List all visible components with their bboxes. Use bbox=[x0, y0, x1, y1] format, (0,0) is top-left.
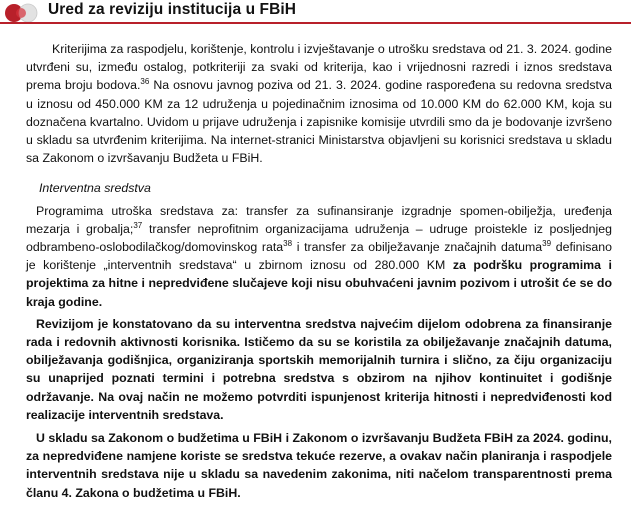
office-logo-icon bbox=[2, 2, 46, 24]
header-divider bbox=[0, 22, 631, 24]
paragraph-text: Na osnovu javnog poziva od 21. 3. 2024. godine raspoređena su redovna sredstva u iznosu od 450.000 KM za 12 udruženja u pojedinačnim iznosima od 10.000 KM do 62.000 KM, koja su doznačena kvartalno. Uvidom u prijave udruženja i zapisnike komisije utvrdili smo da je bodovanje izvršeno u skladu sa utvrđenim kriterijima. Na internet-stranici Ministarstva objavljeni su korisnici sredstava u skladu sa Zakonom o izvršavanju Budžeta u FBiH. bbox=[26, 78, 612, 166]
footnote-ref: 38 bbox=[283, 239, 293, 249]
paragraph-legal-conclusion: U skladu sa Zakonom o budžetima u FBiH i Zakonom o izvršavanju Budžeta FBiH za 2024. godinu, za nepredviđene namjene koriste se sredstva tekuće rezerve, a ovakav način planiranja i raspodjele interventnih sredstava nije u skladu sa navedenim zakonima, niti načelom transparentnosti prema članu 4. Zakona o budžetima u FBiH. bbox=[26, 431, 612, 500]
paragraph-text: i transfer za obilježavanje značajnih datuma bbox=[292, 240, 543, 255]
paragraph-text: transfer neprofitnim organizacijama udruženja – udruge proistekle iz posljednjeg odbrambeno-oslobodilačkog/domovinskog rata bbox=[26, 221, 612, 255]
page-header bbox=[0, 0, 631, 30]
paragraph-text: Programima utroška sredstava za: transfer za sufinansiranje izgradnje spomen-obilježja, uređenja mezarja i grobalja; bbox=[26, 203, 612, 236]
paragraph-text: Kriterijima za raspodjelu, korištenje, kontrolu i izvještavanje o utrošku sredstava od 21. 3. 2024. godine utvrđeni su, između ostalog, potkriteriji za svaki od kriterija, kao i vrijednosni razredi i iznos sredstava prema broju bodova. bbox=[26, 42, 612, 93]
paragraph-text: definisano je korištenje „interventnih sredstava“ u zbirnom iznosu od 280.000 KM bbox=[26, 240, 612, 273]
paragraph-audit-finding: Revizijom je konstatovano da su interventna sredstva najvećim dijelom odobrena za finansiranje rada i redovnih aktivnosti korisnika. Ističemo da su se koristila za obilježavanje značajnih datuma, obilježavanja godišnjica, organiziranja sportskih memorijalnih turnira i slično, za čiju organizaciju su unaprijed poznati termini i potrebna sredstva s obzirom na njihov kontinuitet i godišnje održavanje. Na ovaj način ne možemo potvrditi ispunjenost kriterija hitnosti i nepredviđenosti kod realizacije interventnih sredstava. bbox=[26, 316, 612, 422]
footnote-ref: 36 bbox=[140, 77, 150, 87]
header-title: Ured za reviziju institucija u FBiH bbox=[48, 1, 297, 18]
paragraph-programs bbox=[26, 202, 612, 311]
section-subheading: Interventna sredstva bbox=[39, 181, 151, 196]
footnote-ref: 39 bbox=[542, 239, 552, 249]
paragraph-bold-text: za podršku programima i projektima za hitne i nepredviđene slučajeve koji nisu obuhvaćeni javnim pozivom i utrošit će se do kraja godine. bbox=[26, 258, 612, 309]
footnote-ref: 37 bbox=[133, 220, 143, 230]
document-body bbox=[26, 40, 612, 502]
paragraph-criteria bbox=[26, 40, 612, 167]
